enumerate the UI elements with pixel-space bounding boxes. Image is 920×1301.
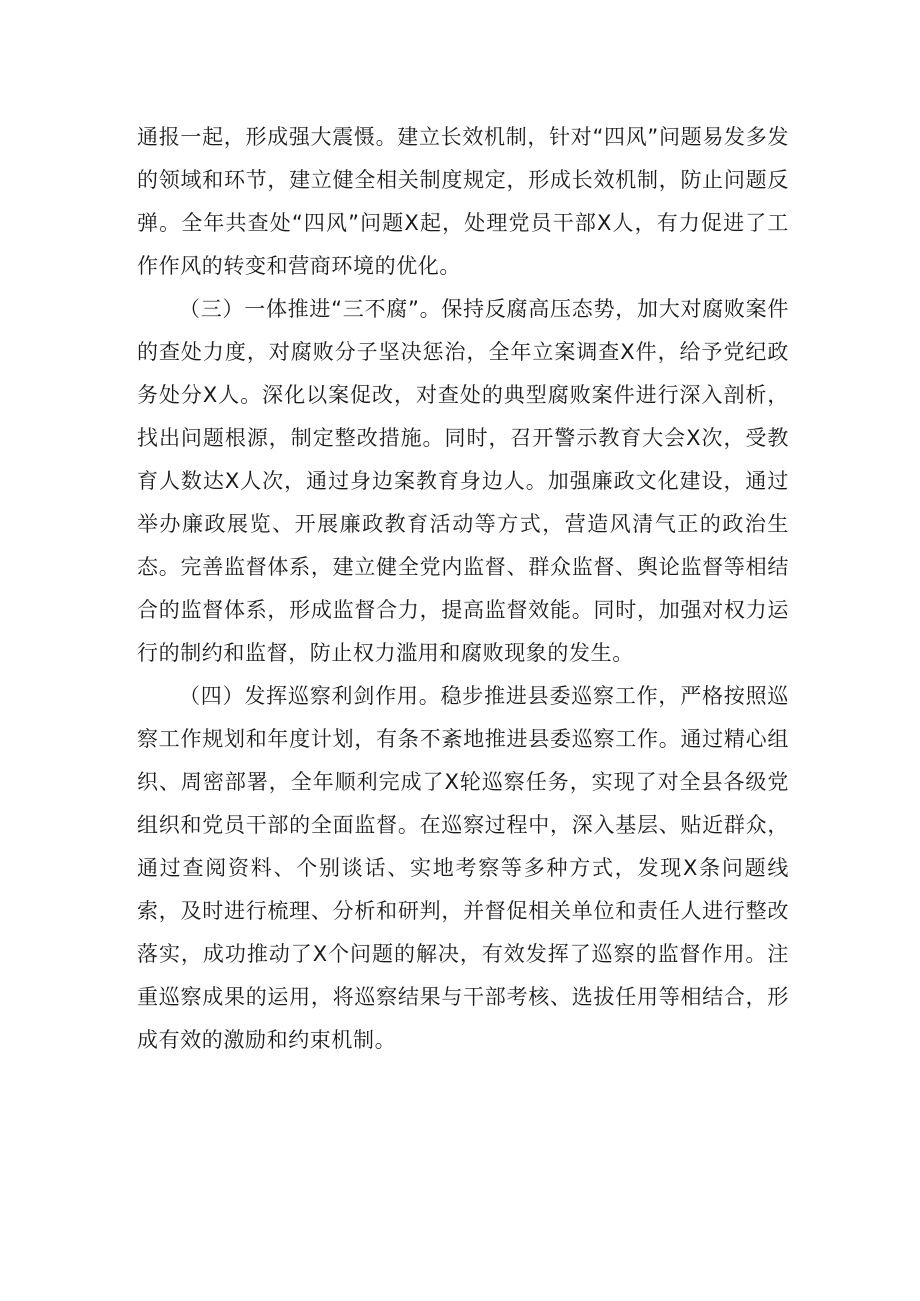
paragraph-section-three: （三）一体推进“三不腐”。保持反腐高压态势，加大对腐败案件的查处力度，对腐败分子坚决惩治，全年立案调查X件，给予党纪政务处分X人。深化以案促改，对查处的典型腐败案件进行深入剖析，找出问题根源，制定整改措施。同时，召开警示教育大会X次，受教育人数达X人次，通过身边案教育身边人。加强廉政文化建设，通过举办廉政展览、开展廉政教育活动等方式，营造风清气正的政治生态。完善监督体系，建立健全党内监督、群众监督、舆论监督等相结合的监督体系，形成监督合力，提高监督效能。同时，加强对权力运行的制约和监督，防止权力滥用和腐败现象的发生。	[137, 297, 789, 665]
paragraph-section-four: （四）发挥巡察利剑作用。稳步推进县委巡察工作，严格按照巡察工作规划和年度计划，有条不紊地推进县委巡察工作。通过精心组织、周密部署，全年顺利完成了X轮巡察任务，实现了对全县各级党组织和党员干部的全面监督。在巡察过程中，深入基层、贴近群众，通过查阅资料、个别谈话、实地考察等多种方式，发现X条问题线索，及时进行梳理、分析和研判，并督促相关单位和责任人进行整改落实，成功推动了X个问题的解决，有效发挥了巡察的监督作用。注重巡察成果的运用，将巡察结果与干部考核、选拔任用等相结合，形成有效的激励和约束机制。	[137, 684, 789, 1052]
document-page	[137, 116, 789, 1062]
paragraph-continuation: 通报一起，形成强大震慑。建立长效机制，针对“四风”问题易发多发的领域和环节，建立健全相关制度规定，形成长效机制，防止问题反弹。全年共查处“四风”问题X起，处理党员干部X人，有力促进了工作作风的转变和营商环境的优化。	[137, 125, 789, 278]
